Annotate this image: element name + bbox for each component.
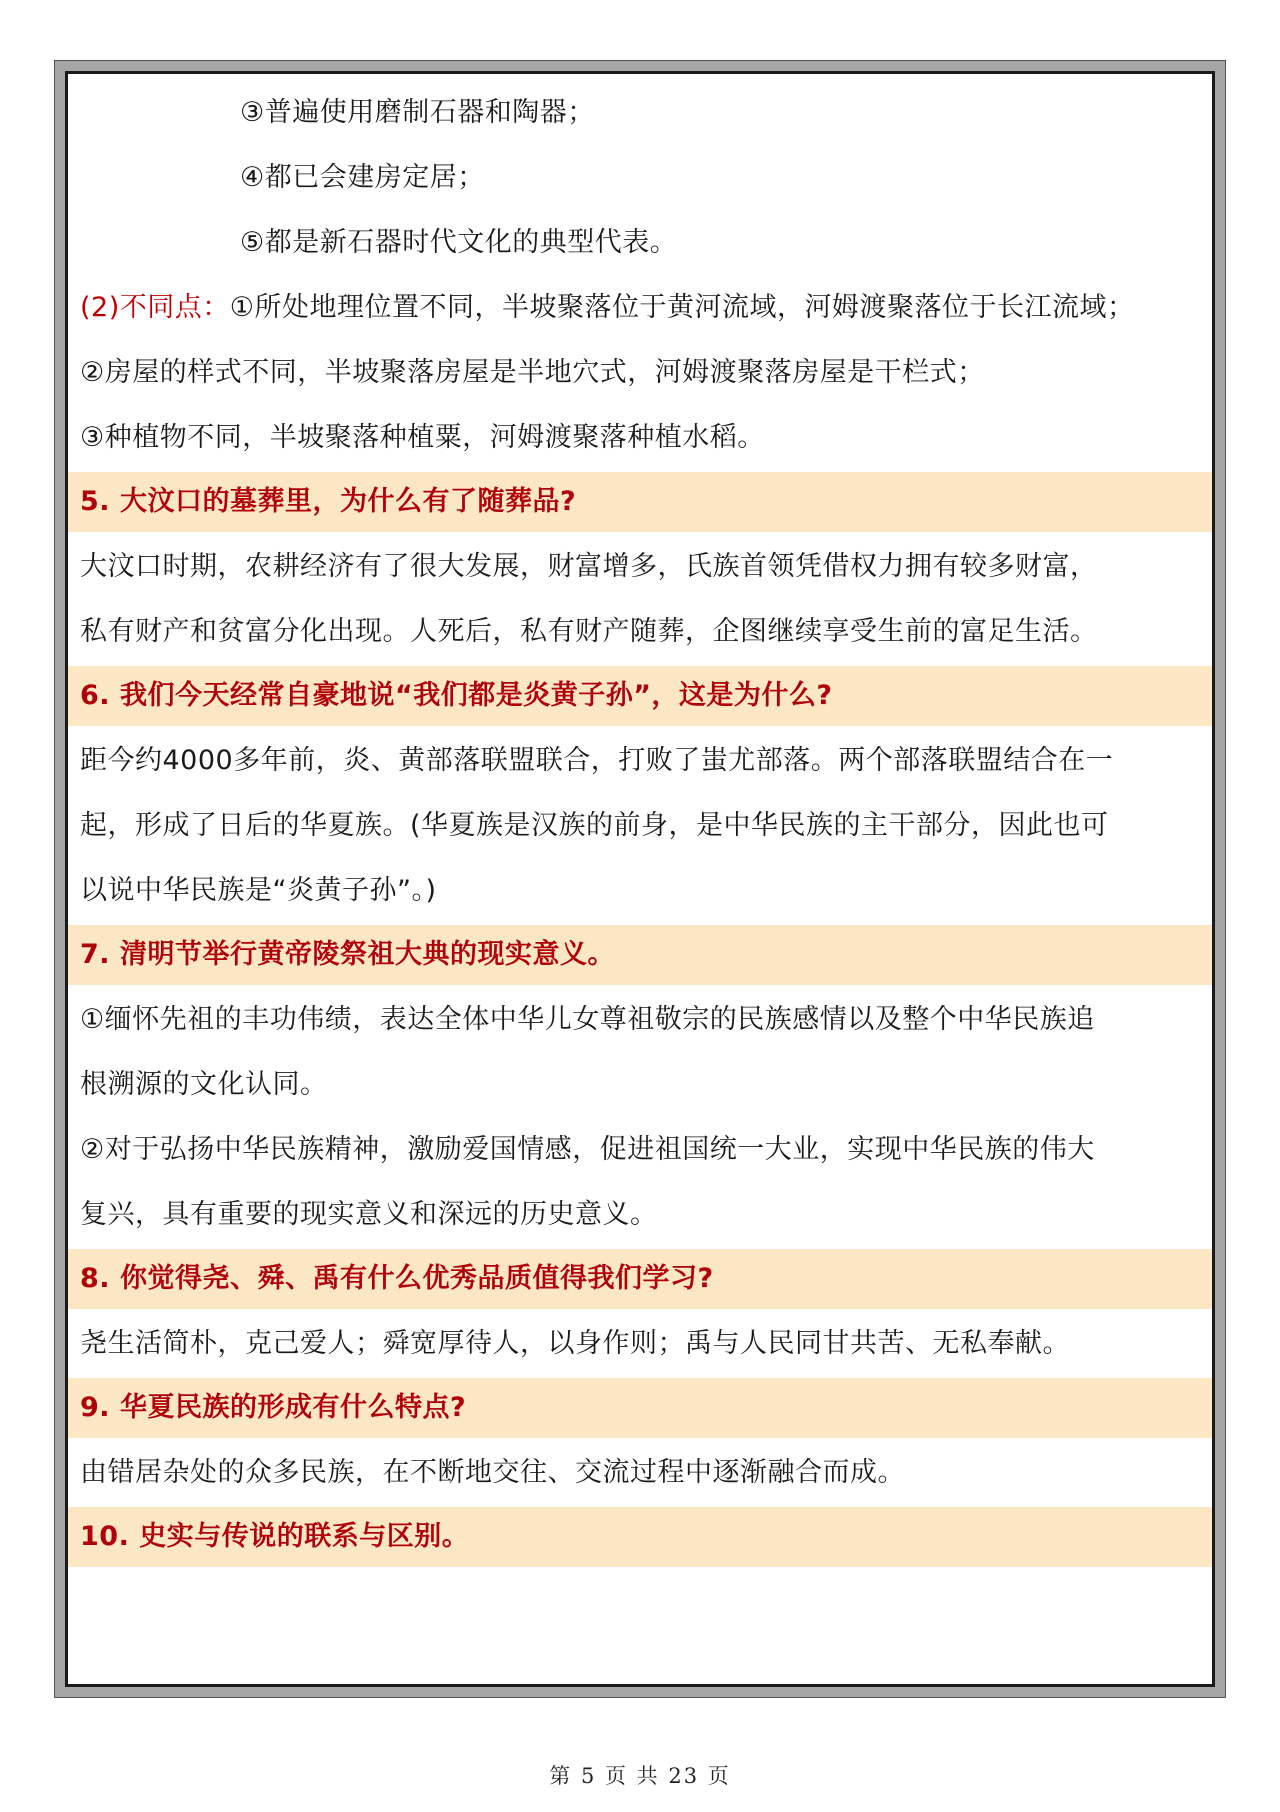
text-line: ④都已会建房定居； [240, 162, 485, 193]
question-heading: 7. 清明节举行黄帝陵祭祖大典的现实意义。 [68, 925, 1212, 985]
page-content-box [65, 71, 1215, 1687]
text-line [68, 275, 1212, 340]
page-frame [54, 60, 1226, 1698]
text-line: ⑤都是新石器时代文化的典型代表。 [240, 227, 678, 258]
text-line-content: ①所处地理位置不同，半坡聚落位于黄河流域，河姆渡聚落位于长江流域； [229, 292, 1135, 323]
answer-line: 尧生活简朴，克己爱人；舜宽厚待人，以身作则；禹与人民同甘共苦、无私奉献。 [80, 1328, 1070, 1359]
question-heading: 6. 我们今天经常自豪地说“我们都是炎黄子孙”，这是为什么? [68, 666, 1212, 726]
question-heading: 8. 你觉得尧、舜、禹有什么优秀品质值得我们学习? [68, 1249, 1212, 1309]
answer-line: 大汶口时期，农耕经济有了很大发展，财富增多，氏族首领凭借权力拥有较多财富， [80, 551, 1098, 582]
text-line: ②房屋的样式不同，半坡聚落房屋是半地穴式，河姆渡聚落房屋是干栏式； [80, 357, 985, 388]
answer-line: 复兴，具有重要的现实意义和深远的历史意义。 [80, 1199, 658, 1230]
question-heading: 9. 华夏民族的形成有什么特点? [68, 1378, 1212, 1438]
text-line: ③种植物不同，半坡聚落种植粟，河姆渡聚落种植水稻。 [80, 422, 765, 453]
question-heading: 10. 史实与传说的联系与区别。 [68, 1507, 1212, 1567]
section-label: (2)不同点： [80, 292, 230, 323]
answer-line: 以说中华民族是“炎黄子孙”。) [80, 875, 437, 906]
answer-line: ①缅怀先祖的丰功伟绩，表达全体中华儿女尊祖敬宗的民族感情以及整个中华民族追 [80, 1004, 1095, 1035]
answer-line: ②对于弘扬中华民族精神，激励爱国情感，促进祖国统一大业，实现中华民族的伟大 [80, 1134, 1095, 1165]
answer-line: 起，形成了日后的华夏族。(华夏族是汉族的前身，是中华民族的主干部分，因此也可 [80, 810, 1109, 841]
answer-line: 距今约4000多年前，炎、黄部落联盟联合，打败了蚩尤部落。两个部落联盟结合在一 [80, 745, 1114, 776]
text-line: ③普遍使用磨制石器和陶器； [240, 97, 595, 128]
answer-line: 根溯源的文化认同。 [80, 1069, 328, 1100]
page-content [68, 74, 1212, 1569]
question-heading: 5. 大汶口的墓葬里，为什么有了随葬品? [68, 472, 1212, 532]
answer-line: 由错居杂处的众多民族，在不断地交往、交流过程中逐渐融合而成。 [80, 1457, 905, 1488]
answer-line: 私有财产和贫富分化出现。人死后，私有财产随葬，企图继续享受生前的富足生活。 [80, 616, 1098, 647]
page-number-footer: 第 5 页 共 23 页 [549, 1764, 731, 1788]
